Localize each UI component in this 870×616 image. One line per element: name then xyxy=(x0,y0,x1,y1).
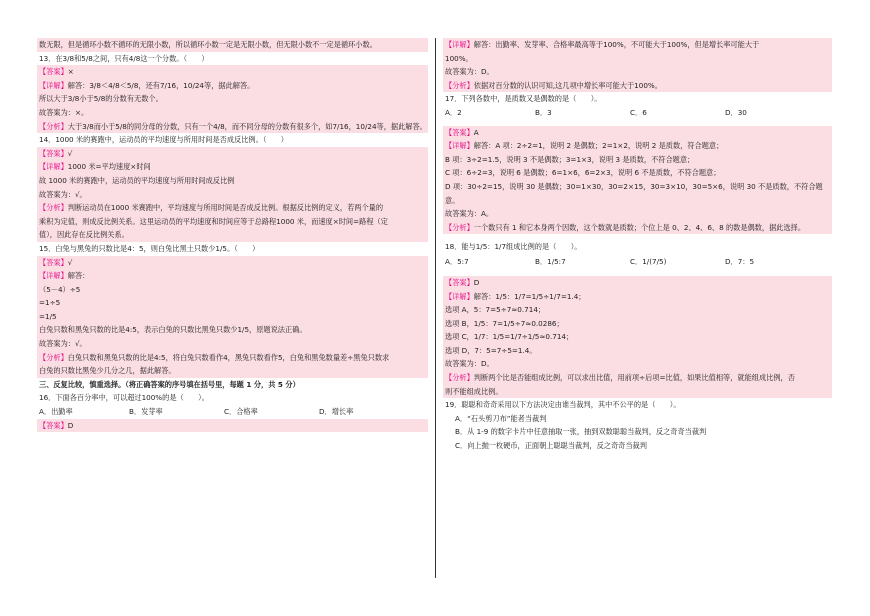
detail-line xyxy=(37,269,428,283)
answer-tag: 【答案】 xyxy=(39,420,68,430)
detail-text: 解答：1/5：1/7=1/5÷1/7=1.4； xyxy=(473,291,586,301)
text-line: 数无限，但是循环小数不循环的无限小数，所以循环小数一定是无限小数，但无限小数不一定是循环小数。 xyxy=(37,38,428,52)
question-16: 16．下面各百分率中，可以超过100%的是（ ）。 xyxy=(39,393,209,403)
detail-line xyxy=(37,160,428,174)
answer-value: √ xyxy=(67,257,73,267)
detail-tag: 【详解】 xyxy=(39,271,68,281)
detail-line xyxy=(443,139,832,153)
analysis-line xyxy=(37,120,428,134)
option-a: A．“石头剪刀布”能者当裁判 xyxy=(455,413,547,423)
answer-line xyxy=(37,65,428,79)
option-a: A．出勤率 xyxy=(39,407,73,417)
text-line: =1/5 xyxy=(37,310,428,324)
question-14: 14．1000 米的赛跑中，运动员的平均速度与所用时间是否成反比例。（ ） xyxy=(39,135,288,145)
answer-value: D xyxy=(473,277,480,287)
option-c: C．向上抛一枚硬币，正面朝上聪聪当裁判，反之奇奇当裁判 xyxy=(455,441,647,451)
question-15: 15．白兔与黑兔的只数比是4：5，则白兔比黑土只数少1/5。（ ） xyxy=(39,243,260,253)
answer-tag: 【答案】 xyxy=(39,148,68,158)
question-16-options xyxy=(37,405,428,419)
right-column xyxy=(443,38,832,453)
detail-text: 解答：3/8＜4/8＜5/8，还有7/16，10/24等，据此解答。 xyxy=(67,80,255,90)
detail-text: 1000 米=平均速度×时间 xyxy=(67,162,151,172)
answer-value: A xyxy=(473,127,479,137)
analysis-line xyxy=(443,371,832,385)
option-d: D．增长率 xyxy=(319,407,354,417)
answer-value: √ xyxy=(67,148,73,158)
option-b: B．1/5:7 xyxy=(535,256,566,266)
analysis-text: 判断运动员在1000 米赛跑中，平均速度与所用时间是否成反比例。根据反比例的定义，若两个量的 xyxy=(67,203,384,213)
detail-text: 解答： xyxy=(67,271,90,281)
text-line: 故答案为：√。 xyxy=(37,337,428,351)
analysis-text: 大于3/8而小于5/8的同分母的分数，只有一个4/8，而不同分母的分数有很多个，如7/16，10/24等，据此解答。 xyxy=(67,121,427,131)
answer-tag: 【答案】 xyxy=(39,257,68,267)
text-line: 乘积为定值，则成反比例关系。这里运动员的平均速度和时间应等于总路程1000 米，而速度×时间=路程（定 xyxy=(37,215,428,229)
text-line: 选项 B，1/5：7=1/5÷7≈0.0286； xyxy=(443,317,832,331)
text-line: 故答案为：×。 xyxy=(37,106,428,120)
text-line: 故答案为：D。 xyxy=(443,357,832,371)
text-line: 白兔的只数比黑兔少几分之几，据此解答。 xyxy=(37,364,428,378)
text-line: D 项：30÷2=15，说明 30 是偶数；30=1×30，30=2×15，30=3×10，30=5×6，说明 30 不是质数，不符合题 xyxy=(443,180,832,194)
text-line: 意。 xyxy=(443,194,832,208)
text-line: （5－4）÷5 xyxy=(37,283,428,297)
answer-value: D xyxy=(67,420,74,430)
analysis-line xyxy=(443,221,832,235)
question-17-options xyxy=(443,106,832,120)
text-line: 选项 C，1/7：1/5=1/7÷1/5≈0.714； xyxy=(443,330,832,344)
answer-tag: 【答案】 xyxy=(445,277,474,287)
text-line: 则不能组成比例。 xyxy=(443,385,832,399)
detail-line xyxy=(443,38,832,52)
answer-tag: 【答案】 xyxy=(39,67,68,77)
answer-value: × xyxy=(67,67,74,77)
text-line: 选项 A，5：7=5÷7≈0.714； xyxy=(443,303,832,317)
analysis-text: 一个数只有 1 和它本身两个因数，这个数就是质数；个位上是 0、2、4、6、8 的数是偶数，据此选择。 xyxy=(473,222,806,232)
detail-text: 解答：A 项：2÷2=1，说明 2 是偶数；2=1×2，说明 2 是质数，符合题意； xyxy=(473,141,724,151)
question-18: 18．能与1/5：1/7组成比例的是（ ）。 xyxy=(445,242,582,252)
text-line: 故答案为：√。 xyxy=(37,188,428,202)
text-line: 故 1000 米的赛跑中，运动员的平均速度与所用时间成反比例 xyxy=(37,174,428,188)
answer-line xyxy=(443,276,832,290)
option-b: B．从 1-9 的数字卡片中任意抽取一张，抽到双数聪聪当裁判，反之奇奇当裁判 xyxy=(455,427,707,437)
text-line: 100%。 xyxy=(443,52,832,66)
text-line: B 项：3÷2=1.5，说明 3 不是偶数；3=1×3，说明 3 是质数，不符合题意； xyxy=(443,153,832,167)
text-line: 故答案为：D。 xyxy=(443,65,832,79)
answer-tag: 【答案】 xyxy=(445,127,474,137)
detail-line xyxy=(37,79,428,93)
analysis-text: 依据对百分数的认识可知,这几项中增长率可能大于100%。 xyxy=(473,80,662,90)
analysis-tag: 【分析】 xyxy=(39,352,68,362)
option-a: A．5:7 xyxy=(445,256,469,266)
detail-tag: 【详解】 xyxy=(39,80,68,90)
text-line: 所以大于3/8小于5/8的分数有无数个。 xyxy=(37,92,428,106)
option-c: C．合格率 xyxy=(224,407,258,417)
question-17: 17．下列各数中，是质数又是偶数的是（ ）。 xyxy=(445,94,602,104)
option-b: B．3 xyxy=(535,107,552,117)
option-b: B．发芽率 xyxy=(129,407,163,417)
option-d: D．30 xyxy=(725,107,747,117)
text-line: 选项 D，7：5=7÷5=1.4。 xyxy=(443,344,832,358)
text-line: =1÷5 xyxy=(37,296,428,310)
answer-line xyxy=(443,126,832,140)
analysis-line xyxy=(37,201,428,215)
text-line: 白兔只数和黑兔只数的比是4:5，表示白兔的只数比黑兔只数少1/5，原题说法正确。 xyxy=(37,323,428,337)
analysis-tag: 【分析】 xyxy=(445,373,474,383)
option-c: C．1/(7/5) xyxy=(630,256,667,266)
answer-line xyxy=(37,256,428,270)
detail-text: 解答：出勤率、发芽率、合格率最高等于100%，不可能大于100%，但是增长率可能大于 xyxy=(473,40,760,49)
analysis-tag: 【分析】 xyxy=(39,203,68,213)
analysis-line xyxy=(443,79,832,93)
detail-tag: 【详解】 xyxy=(445,291,474,301)
analysis-tag: 【分析】 xyxy=(39,121,68,131)
text-line: 故答案为：A。 xyxy=(443,207,832,221)
text-line: 值），因此存在反比例关系。 xyxy=(37,228,428,242)
option-a: A．2 xyxy=(445,107,462,117)
analysis-line xyxy=(37,351,428,365)
question-19: 19．聪聪和奇奇采用以下方法决定由谁当裁判，其中不公平的是（ ）。 xyxy=(445,400,681,410)
detail-line xyxy=(443,290,832,304)
detail-tag: 【详解】 xyxy=(39,162,68,172)
left-column xyxy=(37,38,428,432)
analysis-text: 判断两个比是否能组成比例，可以求出比值，用前项÷后项=比值，如果比值相等，就能组成比例，否 xyxy=(473,373,795,383)
analysis-tag: 【分析】 xyxy=(445,222,474,232)
question-18-options xyxy=(443,254,832,270)
text-line: C 项：6÷2=3，说明 6 是偶数；6=1×6，6=2×3，说明 6 不是质数，不符合题意； xyxy=(443,166,832,180)
answer-line xyxy=(37,419,428,433)
column-divider xyxy=(435,38,436,578)
option-d: D．7：5 xyxy=(725,256,755,266)
detail-tag: 【详解】 xyxy=(445,141,474,151)
option-c: C．6 xyxy=(630,107,647,117)
analysis-tag: 【分析】 xyxy=(445,80,474,90)
detail-tag: 【详解】 xyxy=(445,40,474,49)
section-heading: 三、反复比较，慎重选择。（将正确答案的序号填在括号里，每题 1 分，共 5 分） xyxy=(39,379,300,389)
answer-line xyxy=(37,147,428,161)
analysis-text: 白兔只数和黑兔只数的比是4:5，将白兔只数看作4，黑兔只数看作5，白兔和黑兔数量差÷黑兔只数求 xyxy=(67,352,390,362)
question-13: 13．在3/8和5/8之间，只有4/8这一个分数。（ ） xyxy=(39,53,209,63)
